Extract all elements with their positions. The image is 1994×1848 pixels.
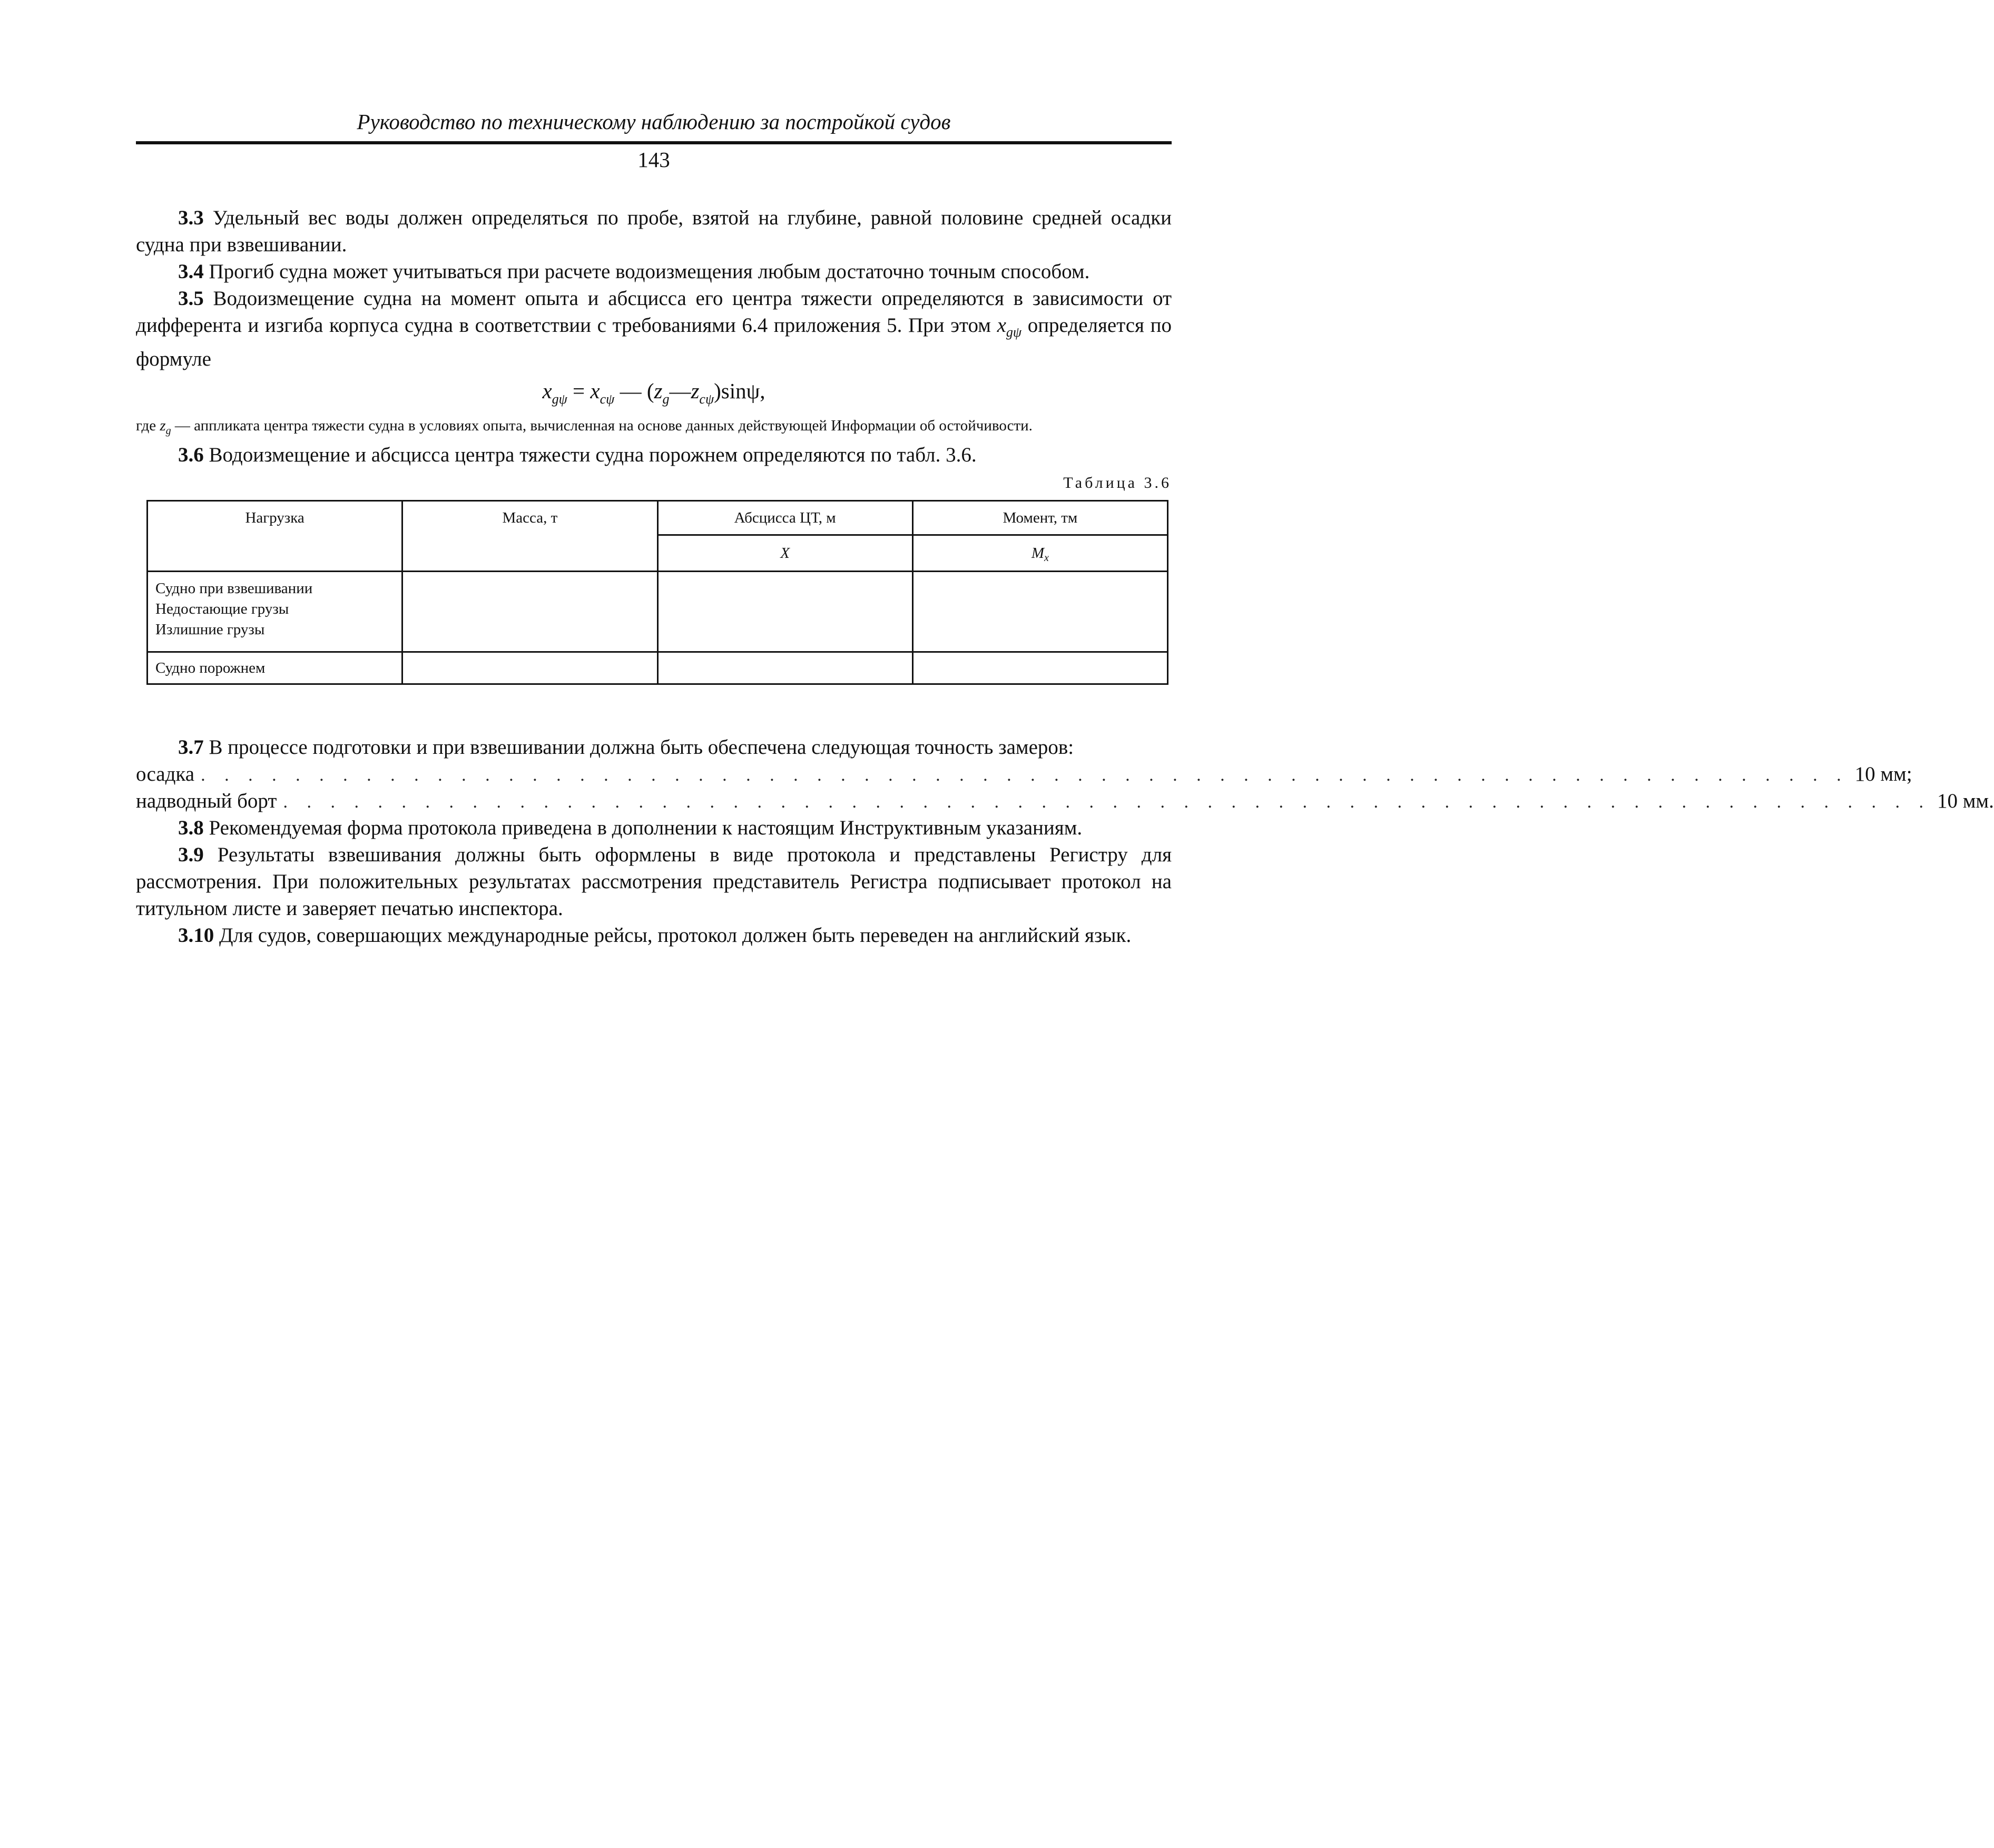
paragraph-text: Для судов, совершающих международные рейсы, протокол должен быть переведен на английский язык. bbox=[219, 924, 1132, 947]
table-row bbox=[148, 652, 1168, 684]
accuracy-row-draft bbox=[136, 761, 1912, 788]
header-abscissa: Абсцисса ЦТ, м bbox=[657, 501, 912, 535]
paragraph-text: Водоизмещение и абсцисса центра тяжести судна порожнем определяются по табл. 3.6. bbox=[209, 444, 977, 466]
subheader-moment-symbol: M bbox=[1031, 544, 1045, 562]
section-number: 3.10 bbox=[178, 924, 214, 947]
formula-operator: — ( bbox=[614, 379, 654, 403]
accuracy-label: осадка bbox=[136, 763, 195, 785]
table-row bbox=[148, 572, 1168, 652]
running-title: Руководство по техническому наблюдению за постройкой судов bbox=[357, 110, 951, 134]
section-number: 3.4 bbox=[178, 260, 204, 283]
paragraph-text: В процессе подготовки и при взвешивании должна быть обеспечена следующая точность замеров: bbox=[209, 736, 1074, 759]
paragraph-3-6 bbox=[136, 441, 1172, 468]
formula-operator: — bbox=[669, 379, 691, 403]
note-variable-subscript: g bbox=[165, 425, 171, 437]
leader-dots: . . . . . . . . . . . . . . . . . . . . . . . . . . . . . . . . . . . . . . . . . . . . . . . . . . . . . . . . . . . . . . . . . . . . . . bbox=[201, 765, 1849, 785]
abscissa-cell bbox=[657, 572, 912, 652]
page-number: 143 bbox=[637, 148, 670, 172]
subheader-moment bbox=[912, 535, 1167, 572]
moment-cell bbox=[912, 652, 1167, 684]
subheader-abscissa-symbol: X bbox=[780, 544, 790, 562]
paragraph-3-9 bbox=[136, 841, 1172, 922]
formula-subscript: cψ bbox=[699, 391, 714, 407]
section-number: 3.3 bbox=[178, 207, 204, 229]
accuracy-label: надводный борт bbox=[136, 790, 277, 812]
paragraph-3-10 bbox=[136, 922, 1172, 949]
paragraph-3-4 bbox=[136, 258, 1172, 285]
note-prefix: где bbox=[136, 417, 160, 434]
paragraph-3-5 bbox=[136, 285, 1172, 372]
formula-term: x bbox=[542, 379, 552, 403]
formula-note bbox=[136, 415, 1172, 436]
load-cell: Судно порожнем bbox=[148, 652, 402, 684]
formula-term: z bbox=[691, 379, 700, 403]
formula-subscript: cψ bbox=[600, 391, 615, 407]
load-item: Недостающие грузы bbox=[155, 601, 289, 617]
leader-dots: . . . . . . . . . . . . . . . . . . . . . . . . . . . . . . . . . . . . . . . . . . . . . . . . . . . . . . . . . . . . . . . . . . . . . . bbox=[283, 792, 1931, 812]
formula-term: x bbox=[590, 379, 600, 403]
section-number: 3.9 bbox=[178, 843, 204, 866]
accuracy-row-freeboard bbox=[136, 788, 1994, 814]
paragraph-3-3 bbox=[136, 204, 1172, 258]
abscissa-cell bbox=[657, 652, 912, 684]
table-caption: Таблица 3.6 bbox=[1063, 474, 1172, 492]
section-number: 3.8 bbox=[178, 817, 204, 839]
paragraph-text: Рекомендуемая форма протокола приведена в дополнении к настоящим Инструктивным указаниям. bbox=[209, 817, 1083, 839]
note-text: — аппликата центра тяжести судна в условиях опыта, вычисленная на основе данных действующей Информации об остойчивости. bbox=[171, 417, 1033, 434]
note-variable: z bbox=[160, 417, 166, 434]
paragraph-3-7 bbox=[136, 734, 1172, 761]
formula bbox=[136, 377, 1172, 405]
accuracy-value: 10 мм; bbox=[1854, 763, 1912, 785]
accuracy-value: 10 мм. bbox=[1937, 790, 1994, 812]
formula-term: z bbox=[654, 379, 663, 403]
load-item: Излишние грузы bbox=[155, 621, 265, 638]
table-3-6 bbox=[146, 500, 1168, 685]
subheader-moment-subscript: x bbox=[1044, 552, 1049, 564]
moment-cell bbox=[912, 572, 1167, 652]
formula-tail: )sinψ, bbox=[714, 379, 765, 403]
header-load: Нагрузка bbox=[148, 501, 402, 572]
load-item: Судно при взвешивании bbox=[155, 580, 313, 597]
variable: x bbox=[997, 314, 1006, 337]
header-moment: Момент, тм bbox=[912, 501, 1167, 535]
paragraph-text: Прогиб судна может учитываться при расчете водоизмещения любым достаточно точным способом. bbox=[209, 260, 1090, 283]
subheader-abscissa bbox=[657, 535, 912, 572]
paragraph-text: Результаты взвешивания должны быть оформлены в виде протокола и представлены Регистру для рассмотрения. При положительных результатах рассмотрения представитель Регистра подписывает протокол на титульном листе и заверяет печатью инспектора. bbox=[136, 843, 1172, 920]
mass-cell bbox=[402, 572, 657, 652]
variable-subscript: gψ bbox=[1006, 324, 1022, 340]
load-cell bbox=[148, 572, 402, 652]
section-number: 3.6 bbox=[178, 444, 204, 466]
paragraph-text-end: определяется по формуле bbox=[136, 314, 1172, 370]
paragraph-text: Водоизмещение судна на момент опыта и абсцисса его центра тяжести определяются в зависимости от дифферента и изгиба корпуса судна в соответствии с требованиями 6.4 приложения 5. При этом bbox=[136, 287, 1172, 337]
header-mass: Масса, т bbox=[402, 501, 657, 572]
formula-subscript: g bbox=[662, 391, 670, 407]
formula-operator: = bbox=[567, 379, 591, 403]
header-rule bbox=[136, 141, 1172, 144]
section-number: 3.5 bbox=[178, 287, 204, 310]
formula-subscript: gψ bbox=[552, 391, 567, 407]
table-header-row bbox=[148, 501, 1168, 535]
section-number: 3.7 bbox=[178, 736, 204, 759]
paragraph-text: Удельный вес воды должен определяться по пробе, взятой на глубине, равной половине средней осадки судна при взвешивании. bbox=[136, 207, 1172, 256]
mass-cell bbox=[402, 652, 657, 684]
paragraph-3-8 bbox=[136, 814, 1172, 841]
